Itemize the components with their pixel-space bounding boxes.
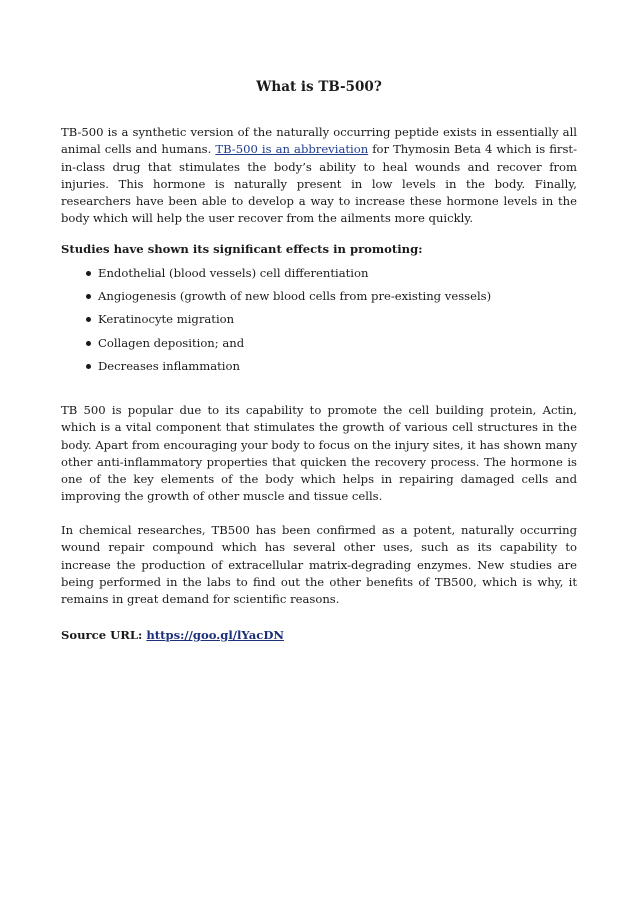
list-item xyxy=(61,288,491,311)
source-label: Source URL: xyxy=(61,628,147,642)
bullet-icon xyxy=(86,294,91,299)
abbreviation-link[interactable]: TB-500 is an abbreviation xyxy=(215,142,369,157)
intro-paragraph xyxy=(61,124,577,228)
list-item-text: Decreases inflammation xyxy=(98,358,240,373)
list-item-text: Keratinocyte migration xyxy=(98,312,235,327)
research-paragraph: In chemical researches, TB500 has been confirmed as a potent, naturally occurring wound repair compound which has several other uses, such as its capability to increase the production of extracellular matrix-degrading enzymes. New studies are being performed in the labs to find out the other benefits of TB500, which is why, it remains in great demand for scientific reasons. xyxy=(61,523,577,607)
list-item xyxy=(61,358,491,381)
intro-text-start: TB-500 is a synthetic version of the naturally occurring peptide exists in essentially all animal cells and humans. xyxy=(61,125,577,157)
list-item xyxy=(61,311,491,334)
list-item xyxy=(61,335,491,358)
source-line xyxy=(61,627,284,644)
actin-paragraph: TB 500 is popular due to its capability to promote the cell building protein, Actin, which is a vital component that stimulates the growth of various cell structures in the body. Apart from encouraging your body to focus on the injury sites, it has shown many other anti-inflammatory properties that quicken the recovery process. The hormone is one of the key elements of the body which helps in repairing damaged cells and improving the growth of other muscle and tissue cells. xyxy=(61,403,577,504)
intro-text-end: for Thymosin Beta 4 which is first-in-class drug that stimulates the body’s ability to heal wounds and recover from injuries. This hormone is naturally present in low levels in the body. Finally, researchers have been able to develop a way to increase these hormone levels in the body which will help the user recover from the ailments more quickly. xyxy=(61,142,577,226)
bullet-icon xyxy=(86,271,91,276)
effects-list xyxy=(61,265,491,381)
page-title: What is TB-500? xyxy=(256,79,382,95)
bullet-icon xyxy=(86,364,91,369)
list-item xyxy=(61,265,491,288)
effects-heading: Studies have shown its significant effects in promoting: xyxy=(61,242,423,256)
bullet-icon xyxy=(86,341,91,346)
list-item-text: Endothelial (blood vessels) cell differentiation xyxy=(98,266,369,280)
list-item-text: Collagen deposition; and xyxy=(98,335,245,350)
list-item-text: Angiogenesis (growth of new blood cells from pre-existing vessels) xyxy=(98,289,492,304)
source-url-link[interactable]: https://goo.gl/lYacDN xyxy=(146,628,285,642)
bullet-icon xyxy=(86,317,91,322)
